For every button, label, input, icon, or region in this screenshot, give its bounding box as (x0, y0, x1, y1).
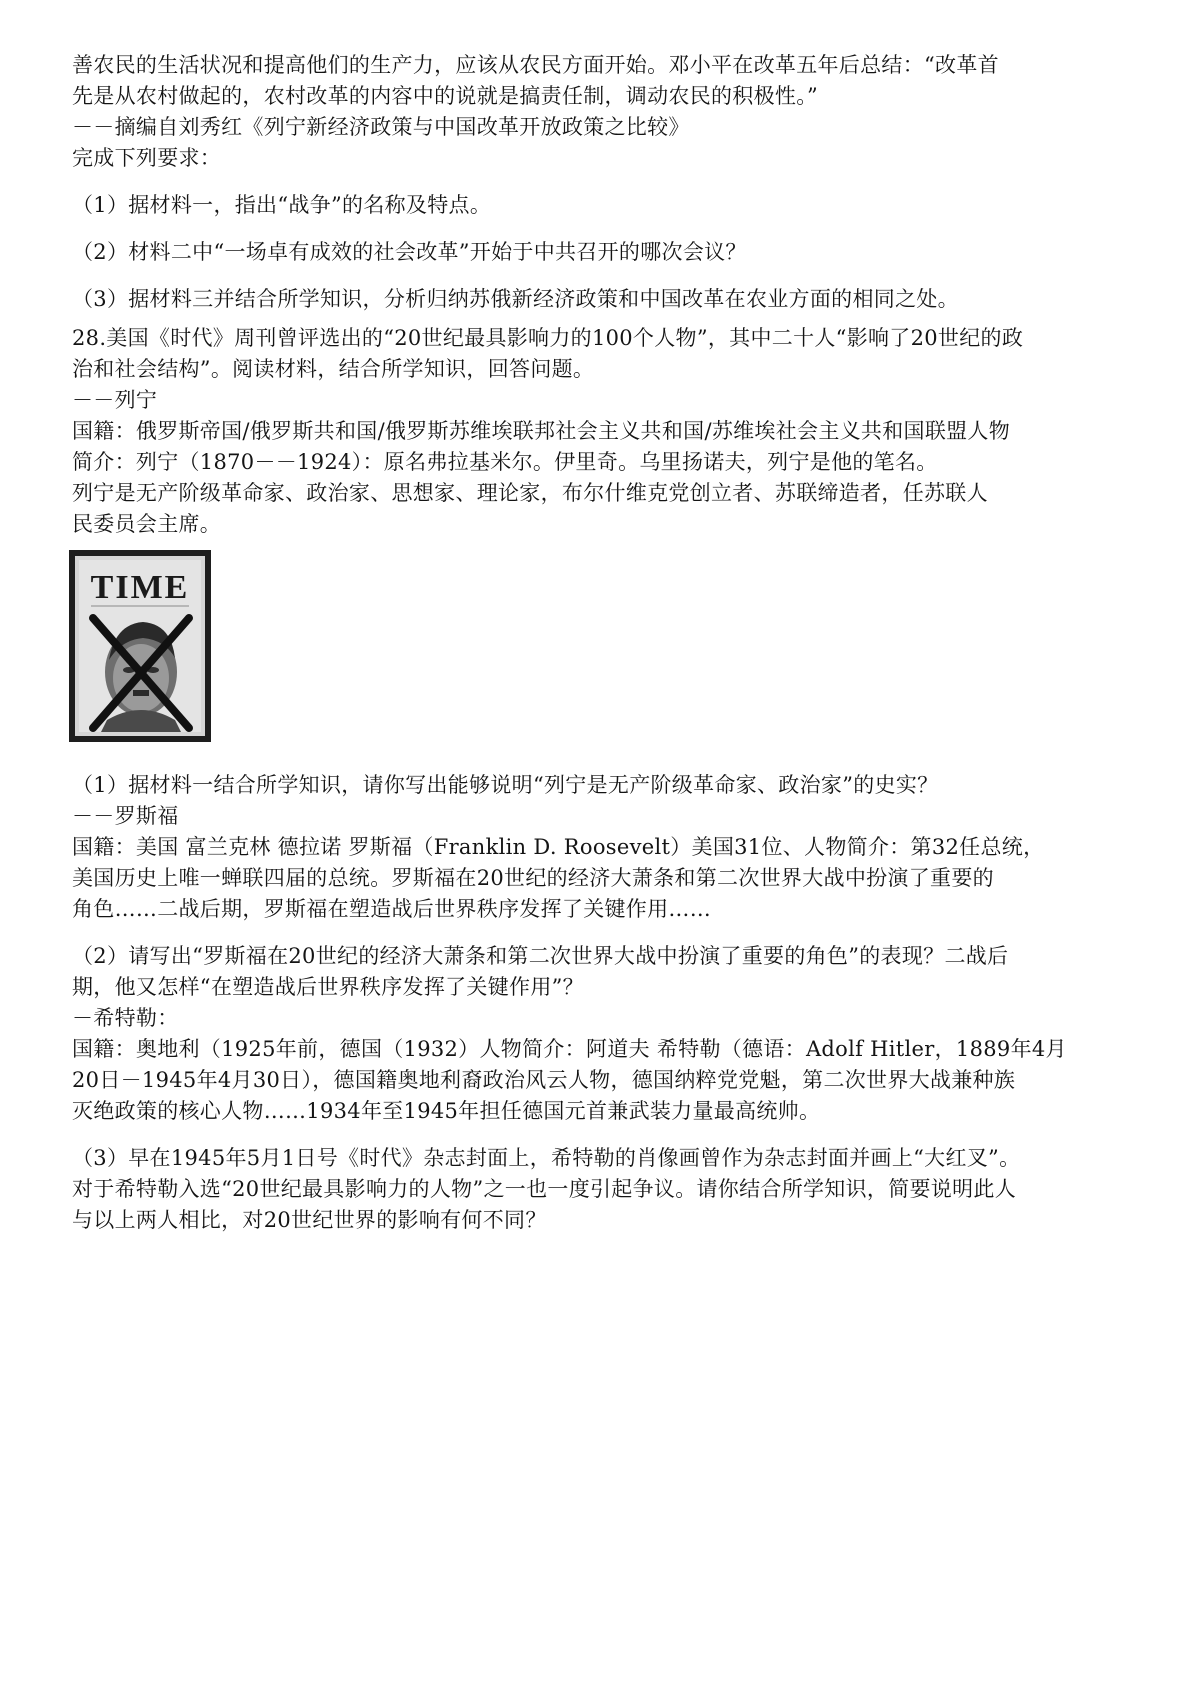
question-27-1: （1）据材料一，指出“战争”的名称及特点。 (72, 193, 492, 217)
material-text-line: 善农民的生活状况和提高他们的生产力，应该从农民方面开始。邓小平在改革五年后总结：“改革首 (72, 53, 999, 77)
question-28-1: （1）据材料一结合所学知识，请你写出能够说明“列宁是无产阶级革命家、政治家”的史实？ (72, 773, 939, 797)
task-instruction: 完成下列要求： (72, 146, 222, 170)
material-source: －－摘编自刘秀红《列宁新经济政策与中国改革开放政策之比较》 (72, 115, 690, 139)
question-28-3: 对于希特勒入选“20世纪最具影响力的人物”之一也一度引起争议。请你结合所学知识，简要说明此人 (72, 1177, 1016, 1201)
material-text-line: 先是从农村做起的，农村改革的内容中的说就是搞责任制，调动农民的积极性。” (72, 84, 819, 108)
question-27-2: （2）材料二中“一场卓有成效的社会改革”开始于中共召开的哪次会议？ (72, 240, 747, 264)
lenin-bio: 简介：列宁（1870－－1924）：原名弗拉基米尔。伊里奇。乌里扬诺夫，列宁是他的笔名。 (72, 450, 938, 474)
roosevelt-text-line: 角色……二战后期，罗斯福在塑造战后世界秩序发挥了关键作用…… (72, 897, 711, 921)
question-28-2: 期，他又怎样“在塑造战后世界秩序发挥了关键作用”？ (72, 975, 584, 999)
question-28-2: （2）请写出“罗斯福在20世纪的经济大萧条和第二次世界大战中扮演了重要的角色”的表现？二战后 (72, 944, 1009, 968)
question-27-3: （3）据材料三并结合所学知识，分析归纳苏俄新经济政策和中国改革在农业方面的相同之处。 (72, 287, 959, 311)
question-28-3: （3）早在1945年5月1日号《时代》杂志封面上，希特勒的肖像画曾作为杂志封面并画上“大红叉”。 (72, 1146, 1021, 1170)
lenin-description: 民委员会主席。 (72, 512, 222, 536)
hitler-text-line: 国籍：奥地利（1925年前，德国（1932）人物简介：阿道夫 希特勒（德语：Adolf Hitler，1889年4月 (72, 1037, 1067, 1061)
roosevelt-text-line: 国籍：美国 富兰克林 德拉诺 罗斯福（Franklin D. Roosevelt）美国31位、人物简介：第32任总统， (72, 835, 1045, 859)
roosevelt-heading: －－罗斯福 (72, 804, 179, 828)
lenin-nationality: 国籍：俄罗斯帝国/俄罗斯共和国/俄罗斯苏维埃联邦社会主义共和国/苏维埃社会主义共和国联盟人物 (72, 419, 1011, 443)
question-28-3: 与以上两人相比，对20世纪世界的影响有何不同？ (72, 1208, 547, 1232)
hitler-text-line: 灭绝政策的核心人物……1934年至1945年担任德国元首兼武装力量最高统帅。 (72, 1099, 821, 1123)
lenin-heading: －－列宁 (72, 388, 158, 412)
time-masthead: TIME (90, 569, 190, 606)
time-magazine-cover-image (69, 550, 211, 742)
question-28-intro: 治和社会结构”。阅读材料，结合所学知识，回答问题。 (72, 357, 595, 381)
lenin-description: 列宁是无产阶级革命家、政治家、思想家、理论家，布尔什维克党创立者、苏联缔造者，任苏联人 (72, 481, 988, 505)
question-28-intro: 28.美国《时代》周刊曾评选出的“20世纪最具影响力的100个人物”，其中二十人“影响了20世纪的政 (72, 326, 1024, 350)
exam-page (72, 50, 1132, 1236)
hitler-text-line: 20日－1945年4月30日），德国籍奥地利裔政治风云人物，德国纳粹党党魁，第二次世界大战兼种族 (72, 1068, 1016, 1092)
hitler-heading: －希特勒： (72, 1006, 179, 1030)
roosevelt-text-line: 美国历史上唯一蝉联四届的总统。罗斯福在20世纪的经济大萧条和第二次世界大战中扮演了重要的 (72, 866, 994, 890)
